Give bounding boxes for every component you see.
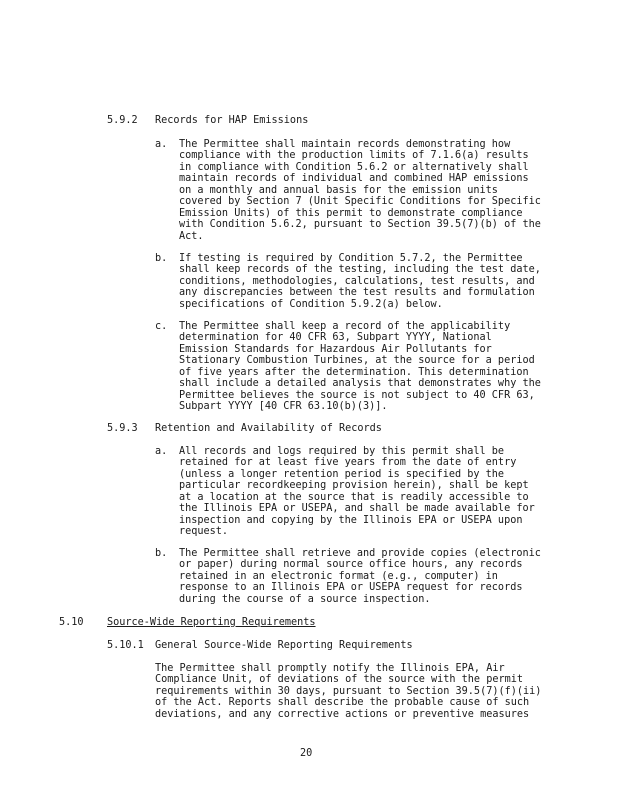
paragraph-text: The Permittee shall promptly notify the Illinois EPA, Air Compliance Unit, of deviations of the source with the permit requirements within 30 days, pursuant to Section 39.5(7)(f)(ii) of the Act. Reports shall describe the probable cause of such deviations, and any corrective actions or preventive measures: [155, 663, 542, 720]
section-title-5-10-1: General Source-Wide Reporting Requirements: [155, 640, 413, 651]
section-number-5-9-3: 5.9.3: [107, 423, 138, 434]
item-text: All records and logs required by this permit shall be retained for at least five years from the date of entry (unless a longer retention period is specified by the particular recordkeeping provision herein), shall be kept at a location at the source that is readily accessible to the Illinois EPA or USEPA, and shall be made available for inspection and copying by the Illinois EPA or USEPA upon request.: [179, 446, 535, 538]
item-text: The Permittee shall keep a record of the applicability determination for 40 CFR 63, Subpart YYYY, National Emission Standards for Hazardous Air Pollutants for Stationary Combustion Turbines, at the source for a period of five years after the determination. This determination shall include a detailed analysis that demonstrates why the Permittee believes the source is not subject to 40 CFR 63, Subpart YYYY [40 CFR 63.10(b)(3)].: [179, 321, 541, 413]
item-label: a.: [155, 446, 168, 457]
section-number-5-10: 5.10: [59, 617, 84, 628]
item-text: The Permittee shall retrieve and provide copies (electronic or paper) during normal source office hours, any records retained in an electronic format (e.g., computer) in response to an Illinois EPA or USEPA request for records during the course of a source inspection.: [179, 548, 541, 605]
item-label: a.: [155, 139, 168, 150]
item-text: If testing is required by Condition 5.7.2, the Permittee shall keep records of the testing, including the test date, conditions, methodologies, calculations, test results, and any discrepancies between the test results and formulation specifications of Condition 5.9.2(a) below.: [179, 253, 541, 310]
item-label: b.: [155, 253, 168, 264]
section-title-5-9-3: Retention and Availability of Records: [155, 423, 382, 434]
section-title-5-10: Source-Wide Reporting Requirements: [107, 617, 316, 628]
item-label: c.: [155, 321, 168, 332]
section-title-5-9-2: Records for HAP Emissions: [155, 115, 309, 126]
section-number-5-9-2: 5.9.2: [107, 115, 138, 126]
section-number-5-10-1: 5.10.1: [107, 640, 144, 651]
item-text: The Permittee shall maintain records demonstrating how compliance with the production limits of 7.1.6(a) results in compliance with Condition 5.6.2 or alternatively shall maintain records of individual and combined HAP emissions on a monthly and annual basis for the emission units covered by Section 7 (Unit Specific Conditions for Specific Emission Units) of this permit to demonstrate compliance with Condition 5.6.2, pursuant to Section 39.5(7)(b) of the Act.: [179, 139, 541, 242]
page-number: 20: [300, 748, 313, 759]
item-label: b.: [155, 548, 168, 559]
